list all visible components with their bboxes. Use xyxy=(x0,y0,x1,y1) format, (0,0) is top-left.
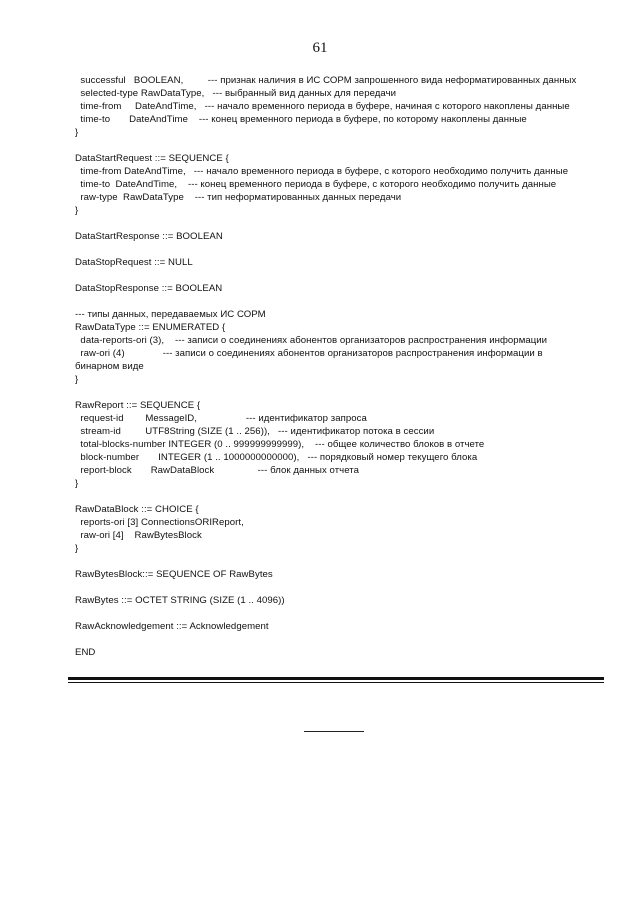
footnote-separator xyxy=(304,731,364,732)
code-line: request-id MessageID, --- идентификатор запроса xyxy=(75,413,367,424)
code-line: reports-ori [3] ConnectionsORIReport, xyxy=(75,517,244,528)
blank-line xyxy=(75,555,595,568)
blank-line xyxy=(75,217,595,230)
code-line: } xyxy=(75,205,79,216)
code-line: DataStopRequest ::= NULL xyxy=(75,257,193,268)
code-line: RawBytesBlock::= SEQUENCE OF RawBytes xyxy=(75,569,273,580)
code-line: raw-ori (4) --- записи о соединениях абонентов организаторов распространения информации в xyxy=(75,348,543,359)
code-line: RawDataType ::= ENUMERATED { xyxy=(75,322,226,333)
code-line: data-reports-ori (3), --- записи о соединениях абонентов организаторов распространения информации xyxy=(75,335,548,346)
code-line: stream-id UTF8String (SIZE (1 .. 256)), --- идентификатор потока в сессии xyxy=(75,426,435,437)
code-line: raw-type RawDataType --- тип неформатированных данных передачи xyxy=(75,192,402,203)
code-line: report-block RawDataBlock --- блок данных отчета xyxy=(75,465,360,476)
blank-line xyxy=(75,139,595,152)
code-line: RawAcknowledgement ::= Acknowledgement xyxy=(75,621,269,632)
code-line: selected-type RawDataType, --- выбранный вид данных для передачи xyxy=(75,88,397,99)
blank-line xyxy=(75,269,595,282)
blank-line xyxy=(75,490,595,503)
code-line: RawBytes ::= OCTET STRING (SIZE (1 .. 4096)) xyxy=(75,595,285,606)
code-line: block-number INTEGER (1 .. 1000000000000), --- порядковый номер текущего блока xyxy=(75,452,478,463)
code-line: successful BOOLEAN, --- признак наличия в ИС СОРМ запрошенного вида неформатированных данных xyxy=(75,75,577,86)
code-line: } xyxy=(75,127,79,138)
code-line: } xyxy=(75,543,79,554)
code-line: } xyxy=(75,374,79,385)
section-divider-thin xyxy=(68,682,604,683)
blank-line xyxy=(75,243,595,256)
code-line: time-from DateAndTime, --- начало временного периода в буфере, с которого необходимо получить данные xyxy=(75,166,569,177)
blank-line xyxy=(75,386,595,399)
code-comment: --- типы данных, передаваемых ИС СОРМ xyxy=(75,309,266,320)
blank-line xyxy=(75,607,595,620)
blank-line xyxy=(75,295,595,308)
code-line: time-from DateAndTime, --- начало временного периода в буфере, начиная с которого накоплены данные xyxy=(75,101,570,112)
code-line: total-blocks-number INTEGER (0 .. 999999999999), --- общее количество блоков в отчете xyxy=(75,439,485,450)
asn1-code-block xyxy=(75,74,595,659)
section-divider-thick xyxy=(68,677,604,680)
code-line: RawDataBlock ::= CHOICE { xyxy=(75,504,199,515)
code-line: raw-ori [4] RawBytesBlock xyxy=(75,530,202,541)
code-line: DataStartResponse ::= BOOLEAN xyxy=(75,231,223,242)
code-line: бинарном виде xyxy=(75,361,144,372)
code-line: DataStopResponse ::= BOOLEAN xyxy=(75,283,223,294)
code-line: time-to DateAndTime, --- конец временного периода в буфере, с которого необходимо получить данные xyxy=(75,179,557,190)
end-keyword: END xyxy=(75,647,96,658)
code-line: } xyxy=(75,478,79,489)
blank-line xyxy=(75,633,595,646)
code-line: time-to DateAndTime --- конец временного периода в буфере, по которому накоплены данные xyxy=(75,114,527,125)
page-number: 61 xyxy=(312,40,328,56)
code-line: DataStartRequest ::= SEQUENCE { xyxy=(75,153,229,164)
code-line: RawReport ::= SEQUENCE { xyxy=(75,400,201,411)
blank-line xyxy=(75,581,595,594)
